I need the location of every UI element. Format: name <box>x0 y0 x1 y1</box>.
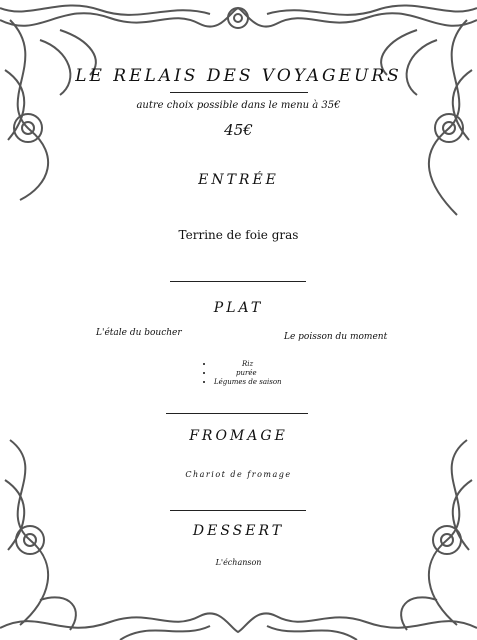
list-item: • Légumes de saison <box>214 378 282 387</box>
section-divider <box>166 413 308 414</box>
plat-option-meat: L'étale du boucher <box>96 328 182 338</box>
section-heading-entree: ENTRÉE <box>198 172 279 188</box>
section-divider <box>170 281 306 282</box>
fromage-dish: Chariot de fromage <box>185 470 292 479</box>
menu-subtitle: autre choix possible dans le menu à 35€ <box>136 100 341 111</box>
entree-dish: Terrine de foie gras <box>178 228 299 242</box>
section-divider <box>170 510 306 511</box>
section-heading-dessert: DESSERT <box>192 523 285 539</box>
section-heading-plat: PLAT <box>213 300 264 316</box>
plat-option-fish: Le poisson du moment <box>284 332 388 342</box>
restaurant-title: LE RELAIS DES VOYAGEURS <box>75 66 402 86</box>
list-item: • purée <box>214 369 282 378</box>
menu-price: 45€ <box>224 121 253 139</box>
section-heading-fromage: FROMAGE <box>189 428 288 444</box>
dessert-dish: L'échanson <box>215 558 262 567</box>
plat-sides-list <box>198 360 282 387</box>
title-divider <box>170 92 308 93</box>
list-item: • Riz <box>214 360 282 369</box>
